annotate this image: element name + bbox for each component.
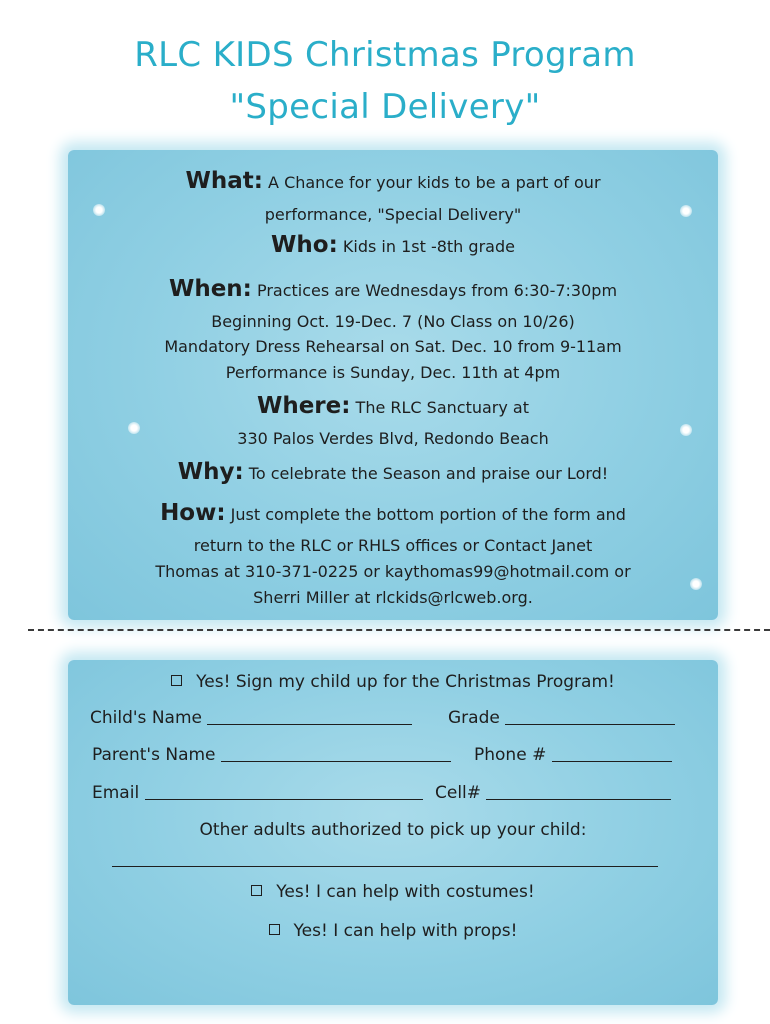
when-section [68, 278, 718, 302]
how-text-3: Thomas at 310-371-0225 or kaythomas99@hotmail.com or [155, 562, 631, 581]
authorized-row [112, 848, 658, 872]
props-option [68, 919, 718, 943]
why-section [68, 461, 718, 485]
props-label: Yes! I can help with props! [293, 921, 518, 941]
authorized-adults-field[interactable] [112, 849, 658, 867]
how-text-2: return to the RLC or RHLS offices or Contact Janet [193, 536, 593, 555]
email-field[interactable] [145, 782, 423, 800]
email-label: Email [92, 783, 140, 803]
grade-field[interactable] [505, 707, 675, 725]
child-name-label: Child's Name [90, 708, 202, 728]
who-label: Who: [271, 232, 338, 258]
how-label: How: [160, 500, 226, 526]
cell-label: Cell# [435, 783, 482, 803]
phone-row [474, 743, 672, 767]
how-section [68, 502, 718, 526]
cell-row [435, 781, 671, 805]
what-text-1: A Chance for your kids to be a part of our [268, 173, 601, 192]
phone-label: Phone # [474, 745, 547, 765]
props-checkbox[interactable] [269, 924, 280, 935]
signup-label: Yes! Sign my child up for the Christmas Program! [196, 672, 615, 692]
costumes-label: Yes! I can help with costumes! [276, 882, 535, 902]
why-text: To celebrate the Season and praise our Lord! [248, 464, 609, 483]
page-title: RLC KIDS Christmas Program [134, 35, 636, 75]
signup-checkbox[interactable] [171, 675, 182, 686]
info-panel [68, 150, 718, 620]
how-text-4: Sherri Miller at rlckids@rlcweb.org. [253, 588, 533, 607]
child-name-row [90, 706, 412, 730]
when-text-1: Practices are Wednesdays from 6:30-7:30pm [256, 281, 618, 300]
why-label: Why: [177, 459, 244, 485]
costumes-checkbox[interactable] [251, 885, 262, 896]
parent-name-label: Parent's Name [92, 745, 216, 765]
where-text-2: 330 Palos Verdes Blvd, Redondo Beach [237, 429, 549, 448]
email-row [92, 781, 423, 805]
where-section [68, 395, 718, 419]
parent-name-row [92, 743, 451, 767]
signup-option [68, 670, 718, 694]
how-text-1: Just complete the bottom portion of the form and [230, 505, 626, 524]
who-text: Kids in 1st -8th grade [342, 237, 515, 256]
child-name-field[interactable] [207, 707, 412, 725]
where-text-1: The RLC Sanctuary at [355, 398, 530, 417]
phone-field[interactable] [552, 744, 672, 762]
grade-label: Grade [448, 708, 500, 728]
signup-form [68, 660, 718, 1005]
what-section [68, 170, 718, 194]
page-subtitle: "Special Delivery" [229, 87, 541, 127]
who-section [68, 234, 718, 258]
costumes-option [68, 880, 718, 904]
authorized-label: Other adults authorized to pick up your child: [199, 820, 587, 840]
what-text-2: performance, "Special Delivery" [264, 205, 522, 224]
when-text-4: Performance is Sunday, Dec. 11th at 4pm [225, 363, 561, 382]
when-text-3: Mandatory Dress Rehearsal on Sat. Dec. 10 from 9-11am [164, 337, 622, 356]
when-text-2: Beginning Oct. 19-Dec. 7 (No Class on 10/26) [211, 312, 575, 331]
cell-field[interactable] [486, 782, 671, 800]
what-label: What: [185, 168, 263, 194]
parent-name-field[interactable] [221, 744, 451, 762]
grade-row [448, 706, 675, 730]
cut-line [28, 629, 770, 631]
when-label: When: [168, 276, 252, 302]
where-label: Where: [256, 393, 351, 419]
